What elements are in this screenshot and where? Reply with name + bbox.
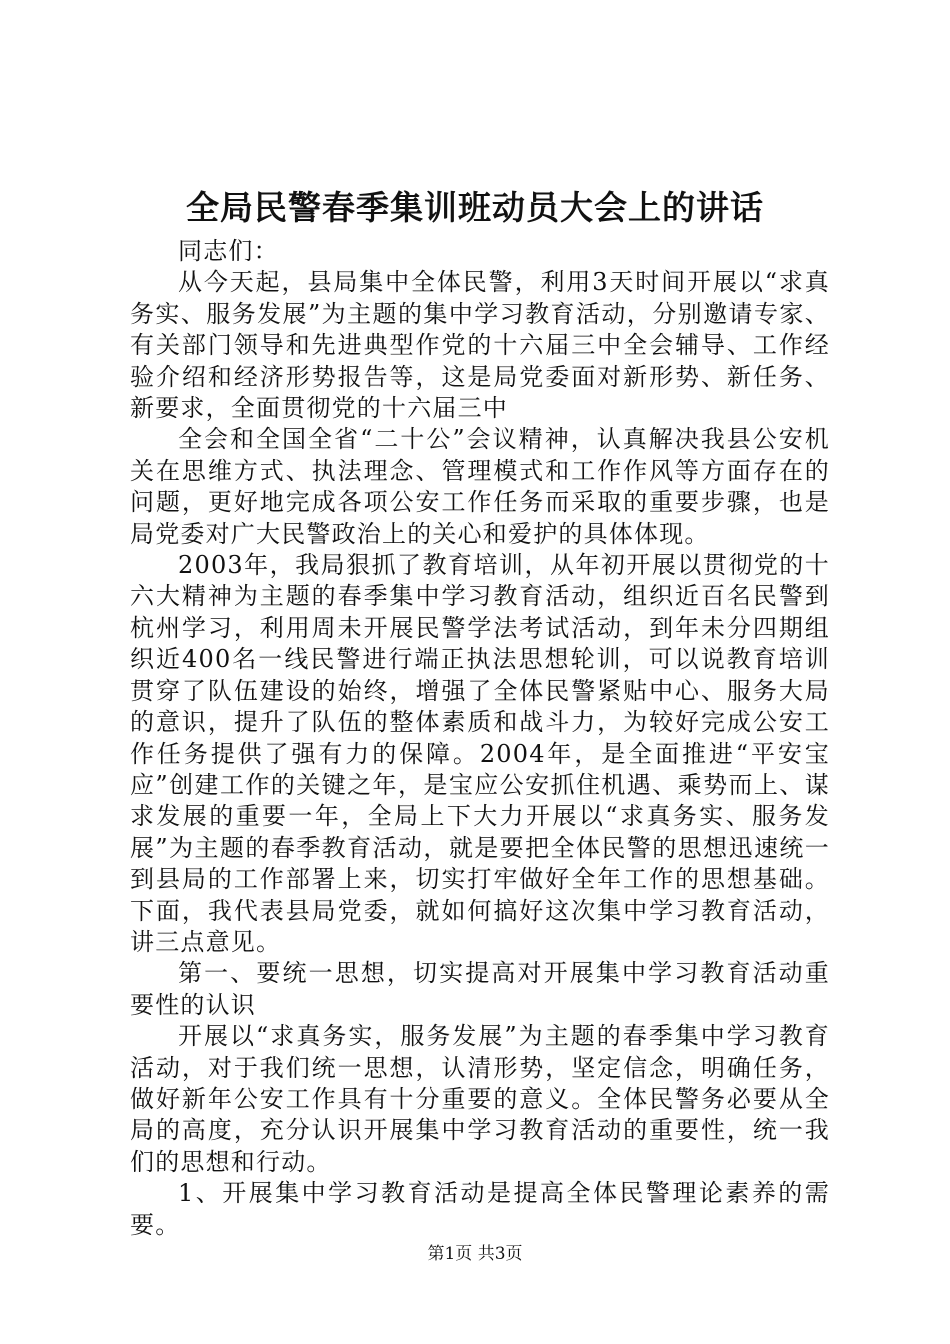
paragraph: 开展以“求真务实，服务发展”为主题的春季集中学习教育活动，对于我们统一思想，认清形势，坚定信念，明确任务，做好新年公安工作具有十分重要的意义。全体民警务必要从全局的高度，充分认识开展集中学习教育活动的重要性，统一我们的思想和行动。 [130, 1022, 830, 1176]
paragraph: 2003年，我局狠抓了教育培训，从年初开展以贯彻党的十六大精神为主题的春季集中学习教育活动，组织近百名民警到杭州学习，利用周未开展民警学法考试活动，到年未分四期组织近400名一线民警进行端正执法思想轮训，可以说教育培训贯穿了队伍建设的始终，增强了全体民警紧贴中心、服务大局的意识，提升了队伍的整体素质和战斗力，为较好完成公安工作任务提供了强有力的保障。2004年，是全面推进“平安宝应”创建工作的关键之年，是宝应公安抓住机遇、乘势而上、谋求发展的重要一年，全局上下大力开展以“求真务实、服务发展”为主题的春季教育活动，就是要把全体民警的思想迅速统一到县局的工作部署上来，切实打牢做好全年工作的思想基础。下面，我代表县局党委，就如何搞好这次集中学习教育活动，讲三点意见。 [130, 551, 830, 956]
section-heading: 第一、要统一思想，切实提高对开展集中学习教育活动重要性的认识 [130, 959, 830, 1019]
page-indicator: 第1页 共3页 [427, 1244, 523, 1264]
paragraph: 从今天起，县局集中全体民警，利用3天时间开展以“求真务实、服务发展”为主题的集中学习教育活动，分别邀请专家、有关部门领导和先进典型作党的十六届三中全会辅导、工作经验介绍和经济形势报告等，这是局党委面对新形势、新任务、新要求，全面贯彻党的十六届三中 [130, 268, 830, 423]
paragraph: 1、开展集中学习教育活动是提高全体民警理论素养的需要。 [130, 1179, 830, 1239]
paragraph: 全会和全国全省“二十公”会议精神，认真解决我县公安机关在思维方式、执法理念、管理模式和工作作风等方面存在的问题，更好地完成各项公安工作任务而采取的重要步骤，也是局党委对广大民警政治上的关心和爱护的具体体现。 [130, 425, 830, 548]
document-title: 全局民警春季集训班动员大会上的讲话 [186, 188, 764, 227]
salutation: 同志们： [178, 237, 279, 265]
document-body [130, 236, 830, 1241]
